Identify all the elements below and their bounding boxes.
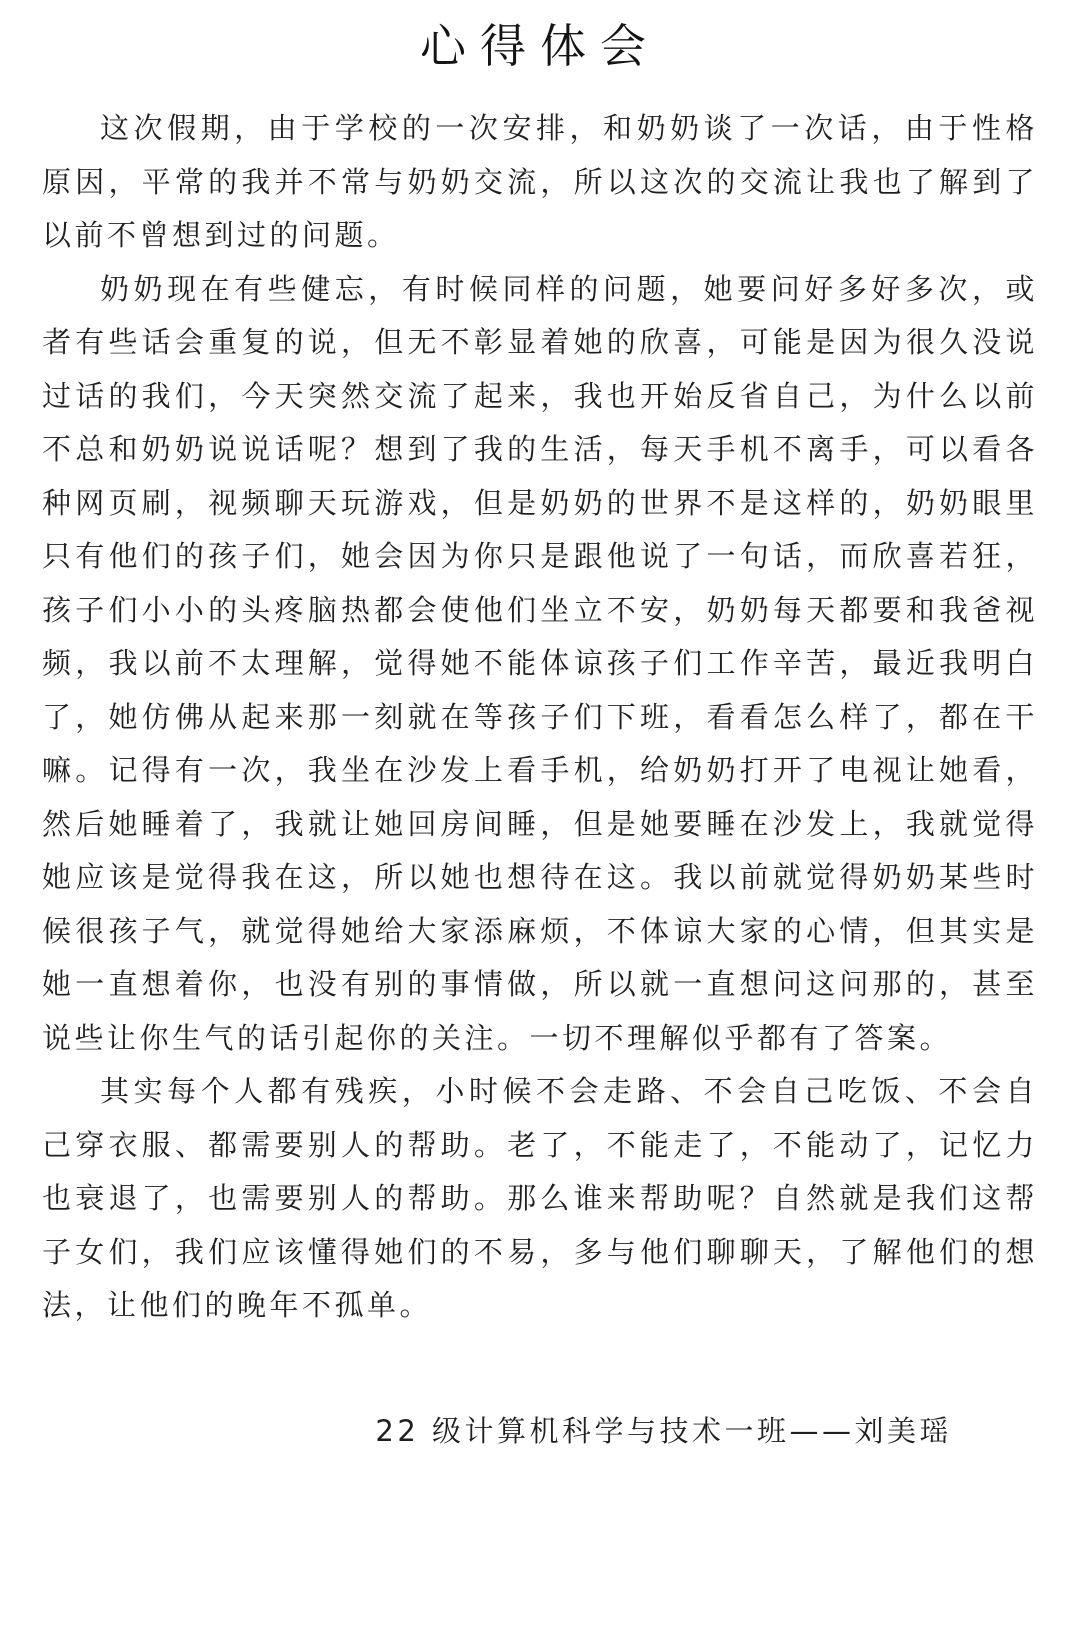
paragraph-3: 其实每个人都有残疾，小时候不会走路、不会自己吃饭、不会自己穿衣服、都需要别人的帮助。老了，不能走了，不能动了，记忆力也衰退了，也需要别人的帮助。那么谁来帮助呢？自然就是我们这帮子女们，我们应该懂得她们的不易，多与他们聊聊天，了解他们的想法，让他们的晚年不孤单。 xyxy=(42,1074,1038,1322)
paragraph-2: 奶奶现在有些健忘，有时候同样的问题，她要问好多好多次，或者有些话会重复的说，但无不彰显着她的欣喜，可能是因为很久没说过话的我们，今天突然交流了起来，我也开始反省自己，为什么以前不总和奶奶说说话呢？想到了我的生活，每天手机不离手，可以看各种网页刷，视频聊天玩游戏，但是奶奶的世界不是这样的，奶奶眼里只有他们的孩子们，她会因为你只是跟他说了一句话，而欣喜若狂，孩子们小小的头疼脑热都会使他们坐立不安，奶奶每天都要和我爸视频，我以前不太理解，觉得她不能体谅孩子们工作辛苦，最近我明白了，她仿佛从起来那一刻就在等孩子们下班，看看怎么样了，都在干嘛。记得有一次，我坐在沙发上看手机，给奶奶打开了电视让她看，然后她睡着了，我就让她回房间睡，但是她要睡在沙发上，我就觉得她应该是觉得我在这，所以她也想待在这。我以前就觉得奶奶某些时候很孩子气，就觉得她给大家添麻烦，不体谅大家的心情，但其实是她一直想着你，也没有别的事情做，所以就一直想问这问那的，甚至说些让你生气的话引起你的关注。一切不理解似乎都有了答案。 xyxy=(42,271,1038,1055)
signature-line: 22 级计算机科学与技术一班——刘美瑶 xyxy=(375,1413,952,1448)
document-title: 心得体会 xyxy=(420,19,660,73)
essay-body xyxy=(42,102,1038,1333)
paragraph-1: 这次假期，由于学校的一次安排，和奶奶谈了一次话，由于性格原因，平常的我并不常与奶奶交流，所以这次的交流让我也了解到了以前不曾想到过的问题。 xyxy=(42,111,1038,252)
